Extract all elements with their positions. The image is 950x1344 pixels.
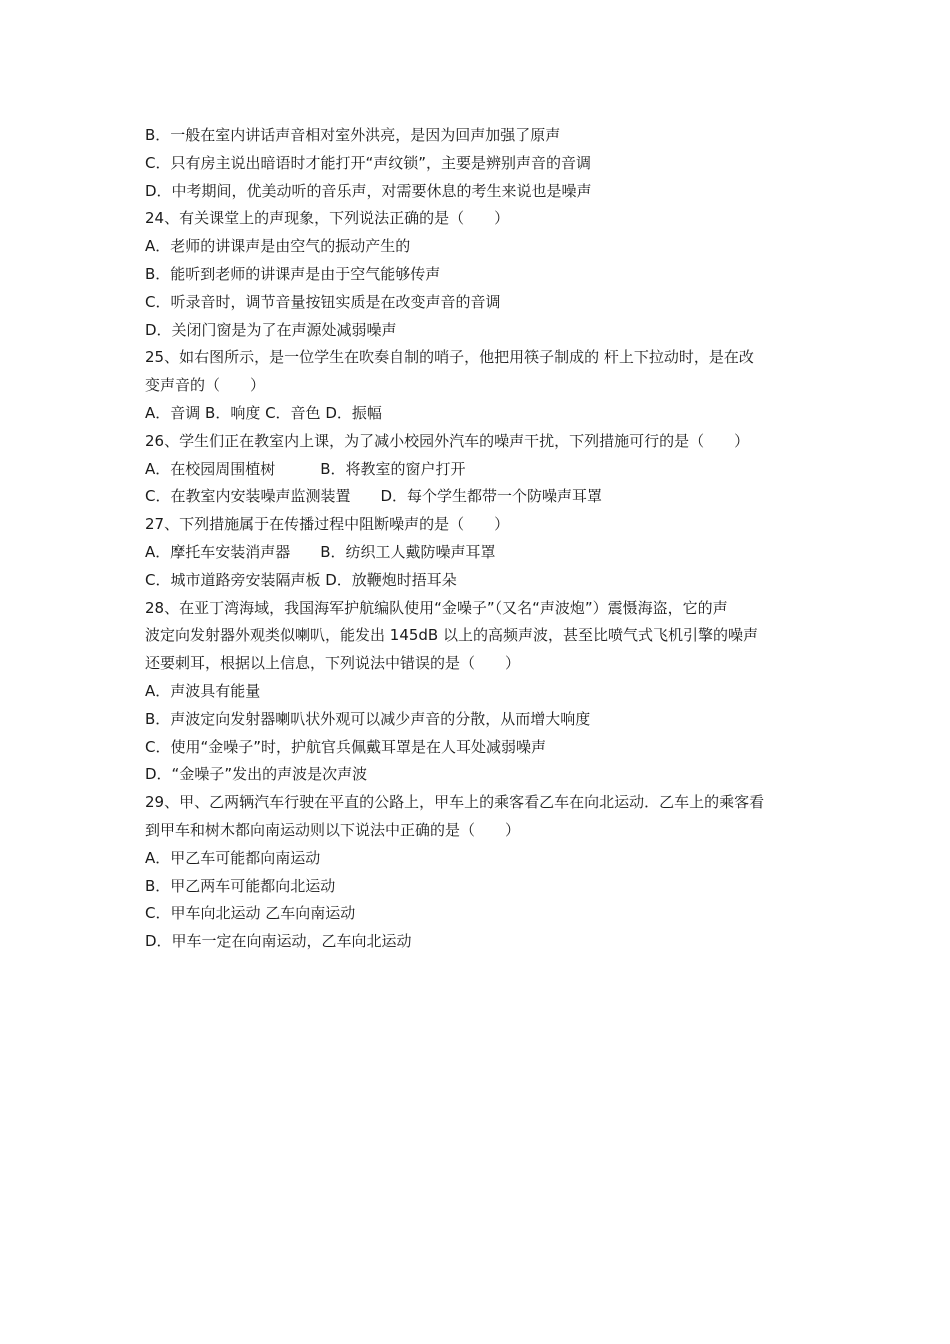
- option-a: A．声波具有能量: [145, 681, 261, 700]
- option-a: A．甲乙车可能都向南运动: [145, 848, 321, 867]
- option-b: B．声波定向发射器喇叭状外观可以减少声音的分散，从而增大响度: [145, 709, 591, 728]
- question-28-cont: 还要刺耳，根据以上信息，下列说法中错误的是（ ）: [145, 654, 521, 673]
- document-page: [145, 122, 815, 956]
- option-c: C．使用“金噪子”时，护航官兵佩戴耳罩是在人耳处减弱噪声: [145, 737, 547, 756]
- question-26: 26、学生们正在教室内上课，为了减小校园外汽车的噪声干扰，下列措施可行的是（ ）: [145, 431, 750, 450]
- options-27-ab: A．摩托车安装消声器 B．纺织工人戴防噪声耳罩: [145, 542, 496, 561]
- question-28-cont: 波定向发射器外观类似喇叭，能发出 145dB 以上的高频声波，甚至比喷气式飞机引擎的噪声: [145, 626, 758, 645]
- option-d: D．甲车一定在向南运动，乙车向北运动: [145, 932, 412, 951]
- text-line: C．只有房主说出暗语时才能打开“声纹锁”，主要是辨别声音的音调: [145, 153, 592, 172]
- question-25: 25、如右图所示，是一位学生在吹奏自制的哨子，他把用筷子制成的 杆上下拉动时，是在改: [145, 348, 754, 367]
- text-line: B．一般在室内讲话声音相对室外洪亮，是因为回声加强了原声: [145, 126, 561, 144]
- option-c: C．甲车向北运动 乙车向南运动: [145, 904, 356, 923]
- options-26-cd: C．在教室内安装噪声监测装置 D．每个学生都带一个防噪声耳罩: [145, 487, 603, 506]
- options-26-ab: A．在校园周围植树 B．将教室的窗户打开: [145, 459, 466, 478]
- option-c: C．听录音时，调节音量按钮实质是在改变声音的音调: [145, 292, 501, 311]
- question-24: 24、有关课堂上的声现象，下列说法正确的是（ ）: [145, 209, 510, 228]
- options-27-cd: C．城市道路旁安装隔声板 D．放鞭炮时捂耳朵: [145, 570, 457, 589]
- option-b: B．甲乙两车可能都向北运动: [145, 876, 336, 895]
- question-29: 29、甲、乙两辆汽车行驶在平直的公路上，甲车上的乘客看乙车在向北运动．乙车上的乘客看: [145, 793, 765, 812]
- question-25-cont: 变声音的（ ）: [145, 376, 266, 395]
- option-d: D．“金噪子”发出的声波是次声波: [145, 765, 368, 784]
- option-d: D．关闭门窗是为了在声源处减弱噪声: [145, 320, 397, 339]
- text-line: D．中考期间，优美动听的音乐声，对需要休息的考生来说也是噪声: [145, 181, 592, 200]
- question-29-cont: 到甲车和树木都向南运动则以下说法中正确的是（ ）: [145, 820, 521, 839]
- option-b: B．能听到老师的讲课声是由于空气能够传声: [145, 264, 441, 283]
- question-28: 28、在亚丁湾海域，我国海军护航编队使用“金噪子”（又名“声波炮”）震慑海盗，它的声: [145, 598, 728, 617]
- options-25: A．音调 B．响度 C．音色 D．振幅: [145, 403, 382, 422]
- question-27: 27、下列措施属于在传播过程中阻断噪声的是（ ）: [145, 515, 510, 534]
- option-a: A．老师的讲课声是由空气的振动产生的: [145, 237, 411, 256]
